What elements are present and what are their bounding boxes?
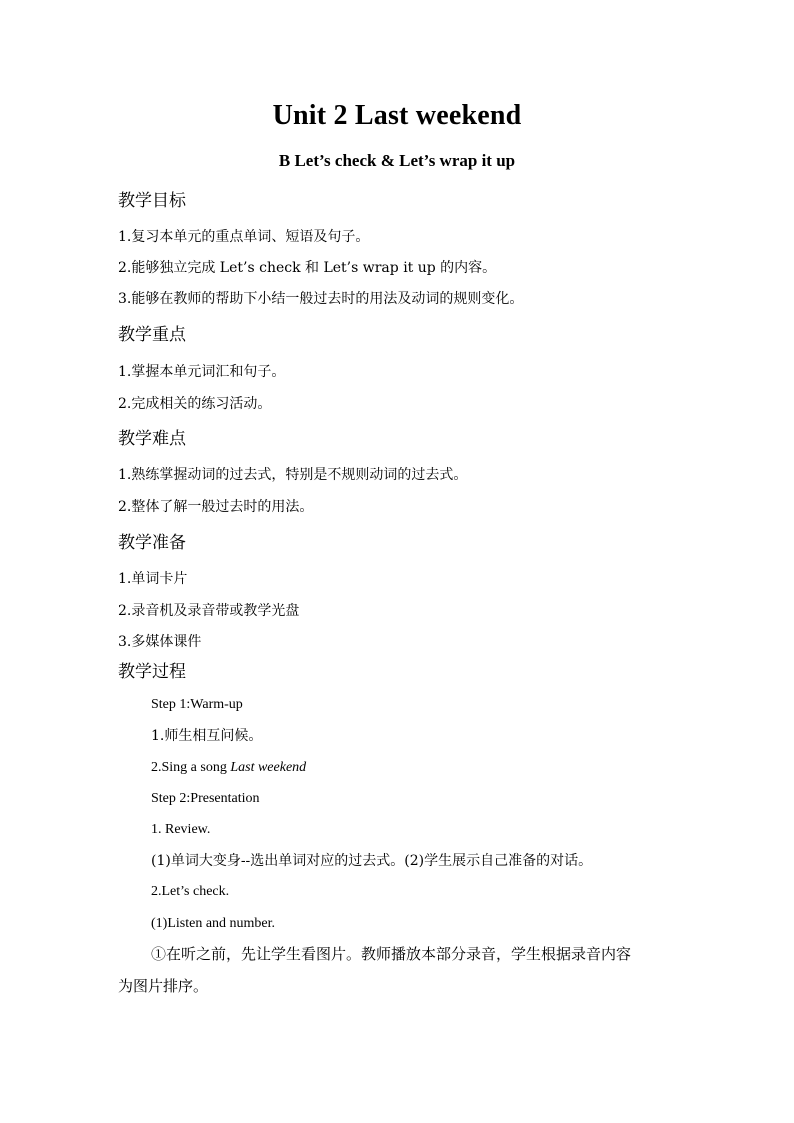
preparation-heading: 教学准备: [118, 533, 186, 553]
instruction-line: ①在听之前，先让学生看图片。教师播放本部分录音，学生根据录音内容: [151, 945, 632, 963]
difficulty-item: 1.熟练掌握动词的过去式，特别是不规则动词的过去式。: [118, 467, 468, 483]
preparation-item: 2.录音机及录音带或教学光盘: [118, 603, 300, 619]
objective-item: 3.能够在教师的帮助下小结一般过去时的用法及动词的规则变化。: [118, 291, 524, 307]
review-label: 1. Review.: [151, 822, 211, 837]
preparation-item: 1.单词卡片: [118, 571, 188, 587]
page-subtitle: B Let’s check & Let’s wrap it up: [278, 151, 516, 170]
key-points-heading: 教学重点: [118, 325, 186, 345]
step2-label: Step 2:Presentation: [151, 791, 260, 806]
lets-check-label: 2.Let’s check.: [151, 884, 230, 899]
process-heading: 教学过程: [118, 662, 186, 682]
difficulty-item: 2.整体了解一般过去时的用法。: [118, 499, 314, 515]
song-title: Last weekend: [230, 760, 307, 775]
objectives-heading: 教学目标: [118, 191, 186, 211]
step1-item: 1.师生相互问候。: [151, 728, 263, 744]
key-point-item: 2.完成相关的练习活动。: [118, 396, 272, 412]
objective-item: 1.复习本单元的重点单词、短语及句子。: [118, 229, 370, 245]
page-title: Unit 2 Last weekend: [272, 100, 522, 131]
song-prefix: 2.Sing a song: [151, 760, 231, 775]
review-detail: (1)单词大变身--选出单词对应的过去式。(2)学生展示自己准备的对话。: [151, 853, 593, 869]
instruction-line: 为图片排序。: [118, 977, 209, 995]
preparation-item: 3.多媒体课件: [118, 634, 202, 650]
step1-label: Step 1:Warm-up: [151, 697, 243, 712]
key-point-item: 1.掌握本单元词汇和句子。: [118, 364, 286, 380]
objective-item: 2.能够独立完成 Let’s check 和 Let’s wrap it up 的内容。: [118, 260, 497, 276]
listen-number-label: (1)Listen and number.: [151, 916, 276, 931]
difficulties-heading: 教学难点: [118, 429, 186, 449]
step1-song-line: [151, 758, 306, 778]
